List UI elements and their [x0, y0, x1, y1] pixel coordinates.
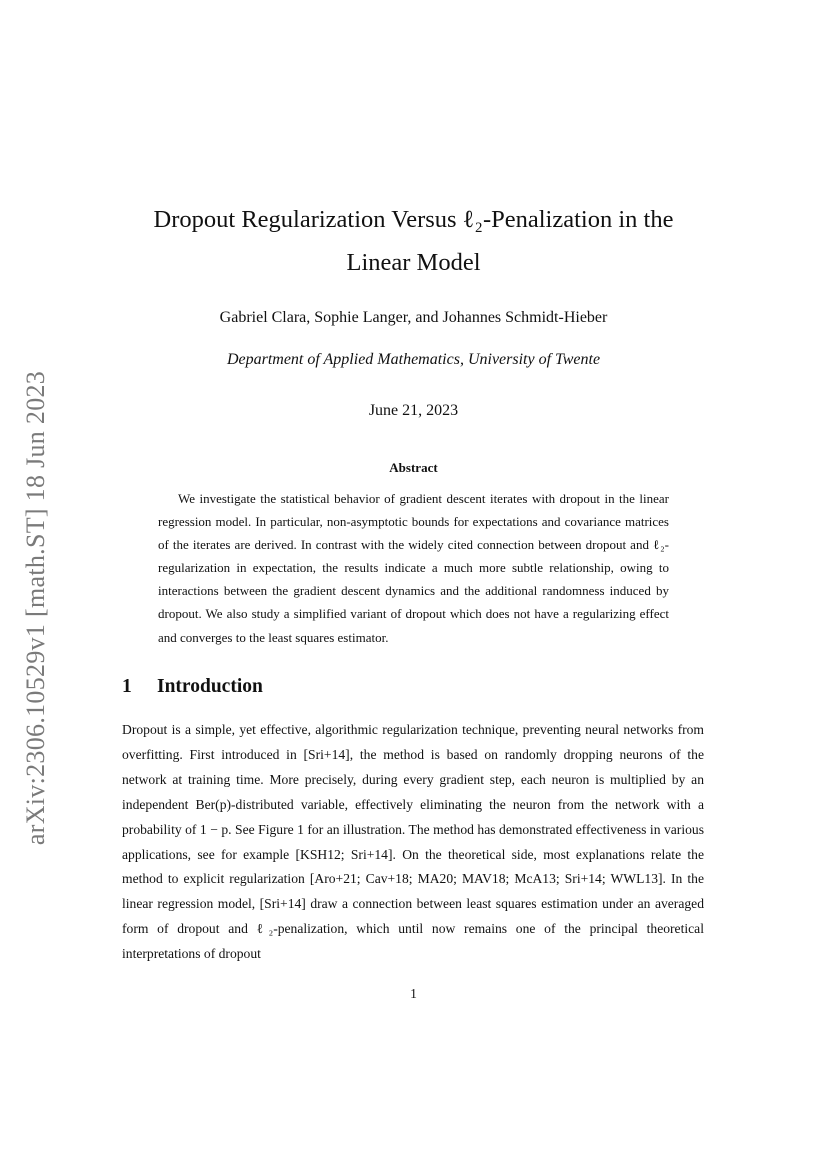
paper-authors: Gabriel Clara, Sophie Langer, and Johannes Schmidt-Hieber: [219, 309, 608, 326]
paper-title: Dropout Regularization Versus ℓ₂-Penalization in the Linear Model: [153, 206, 674, 276]
abstract-heading: Abstract: [389, 460, 438, 475]
arxiv-identifier-stamp: [10, 355, 62, 860]
section-title: Introduction: [157, 676, 263, 697]
abstract-body: We investigate the statistical behavior of gradient descent iterates with dropout in the linear regression model. In particular, non-asymptotic bounds for expectations and covariance matrices of the iterates are derived. In contrast with the widely cited connection between dropout and ℓ₂-regularization in expectation, the results indicate a much more subtle relationship, owing to interactions between the gradient descent dynamics and the additional randomness induced by dropout. We also study a simplified variant of dropout which does not have a regularizing effect and converges to the least squares estimator.: [158, 491, 669, 645]
section-heading-introduction: [122, 676, 263, 698]
page-number: 1: [410, 986, 417, 1001]
paper-affiliation: Department of Applied Mathematics, University of Twente: [226, 351, 601, 368]
introduction-paragraph: Dropout is a simple, yet effective, algorithmic regularization technique, preventing neural networks from overfitting. First introduced in [Sri+14], the method is based on randomly dropping neurons of the network at training time. More precisely, during every gradient step, each neuron is multiplied by an independent Ber(p)-distributed variable, effectively eliminating the neuron from the network with a probability of 1 − p. See Figure 1 for an illustration. The method has demonstrated effectiveness in various applications, see for example [KSH12; Sri+14]. On the theoretical side, most explanations relate the method to explicit regularization [Aro+21; Cav+18; MA20; MAV18; McA13; Sri+14; WWL13]. In the linear regression model, [Sri+14] draw a connection between least squares estimation under an averaged form of dropout and ℓ₂-penalization, which until now remains one of the principal theoretical interpretations of dropout: [122, 722, 704, 962]
section-number: 1: [122, 676, 132, 697]
arxiv-identifier-text: arXiv:2306.10529v1 [math.ST] 18 Jun 2023: [21, 370, 50, 845]
paper-date: June 21, 2023: [368, 402, 459, 419]
